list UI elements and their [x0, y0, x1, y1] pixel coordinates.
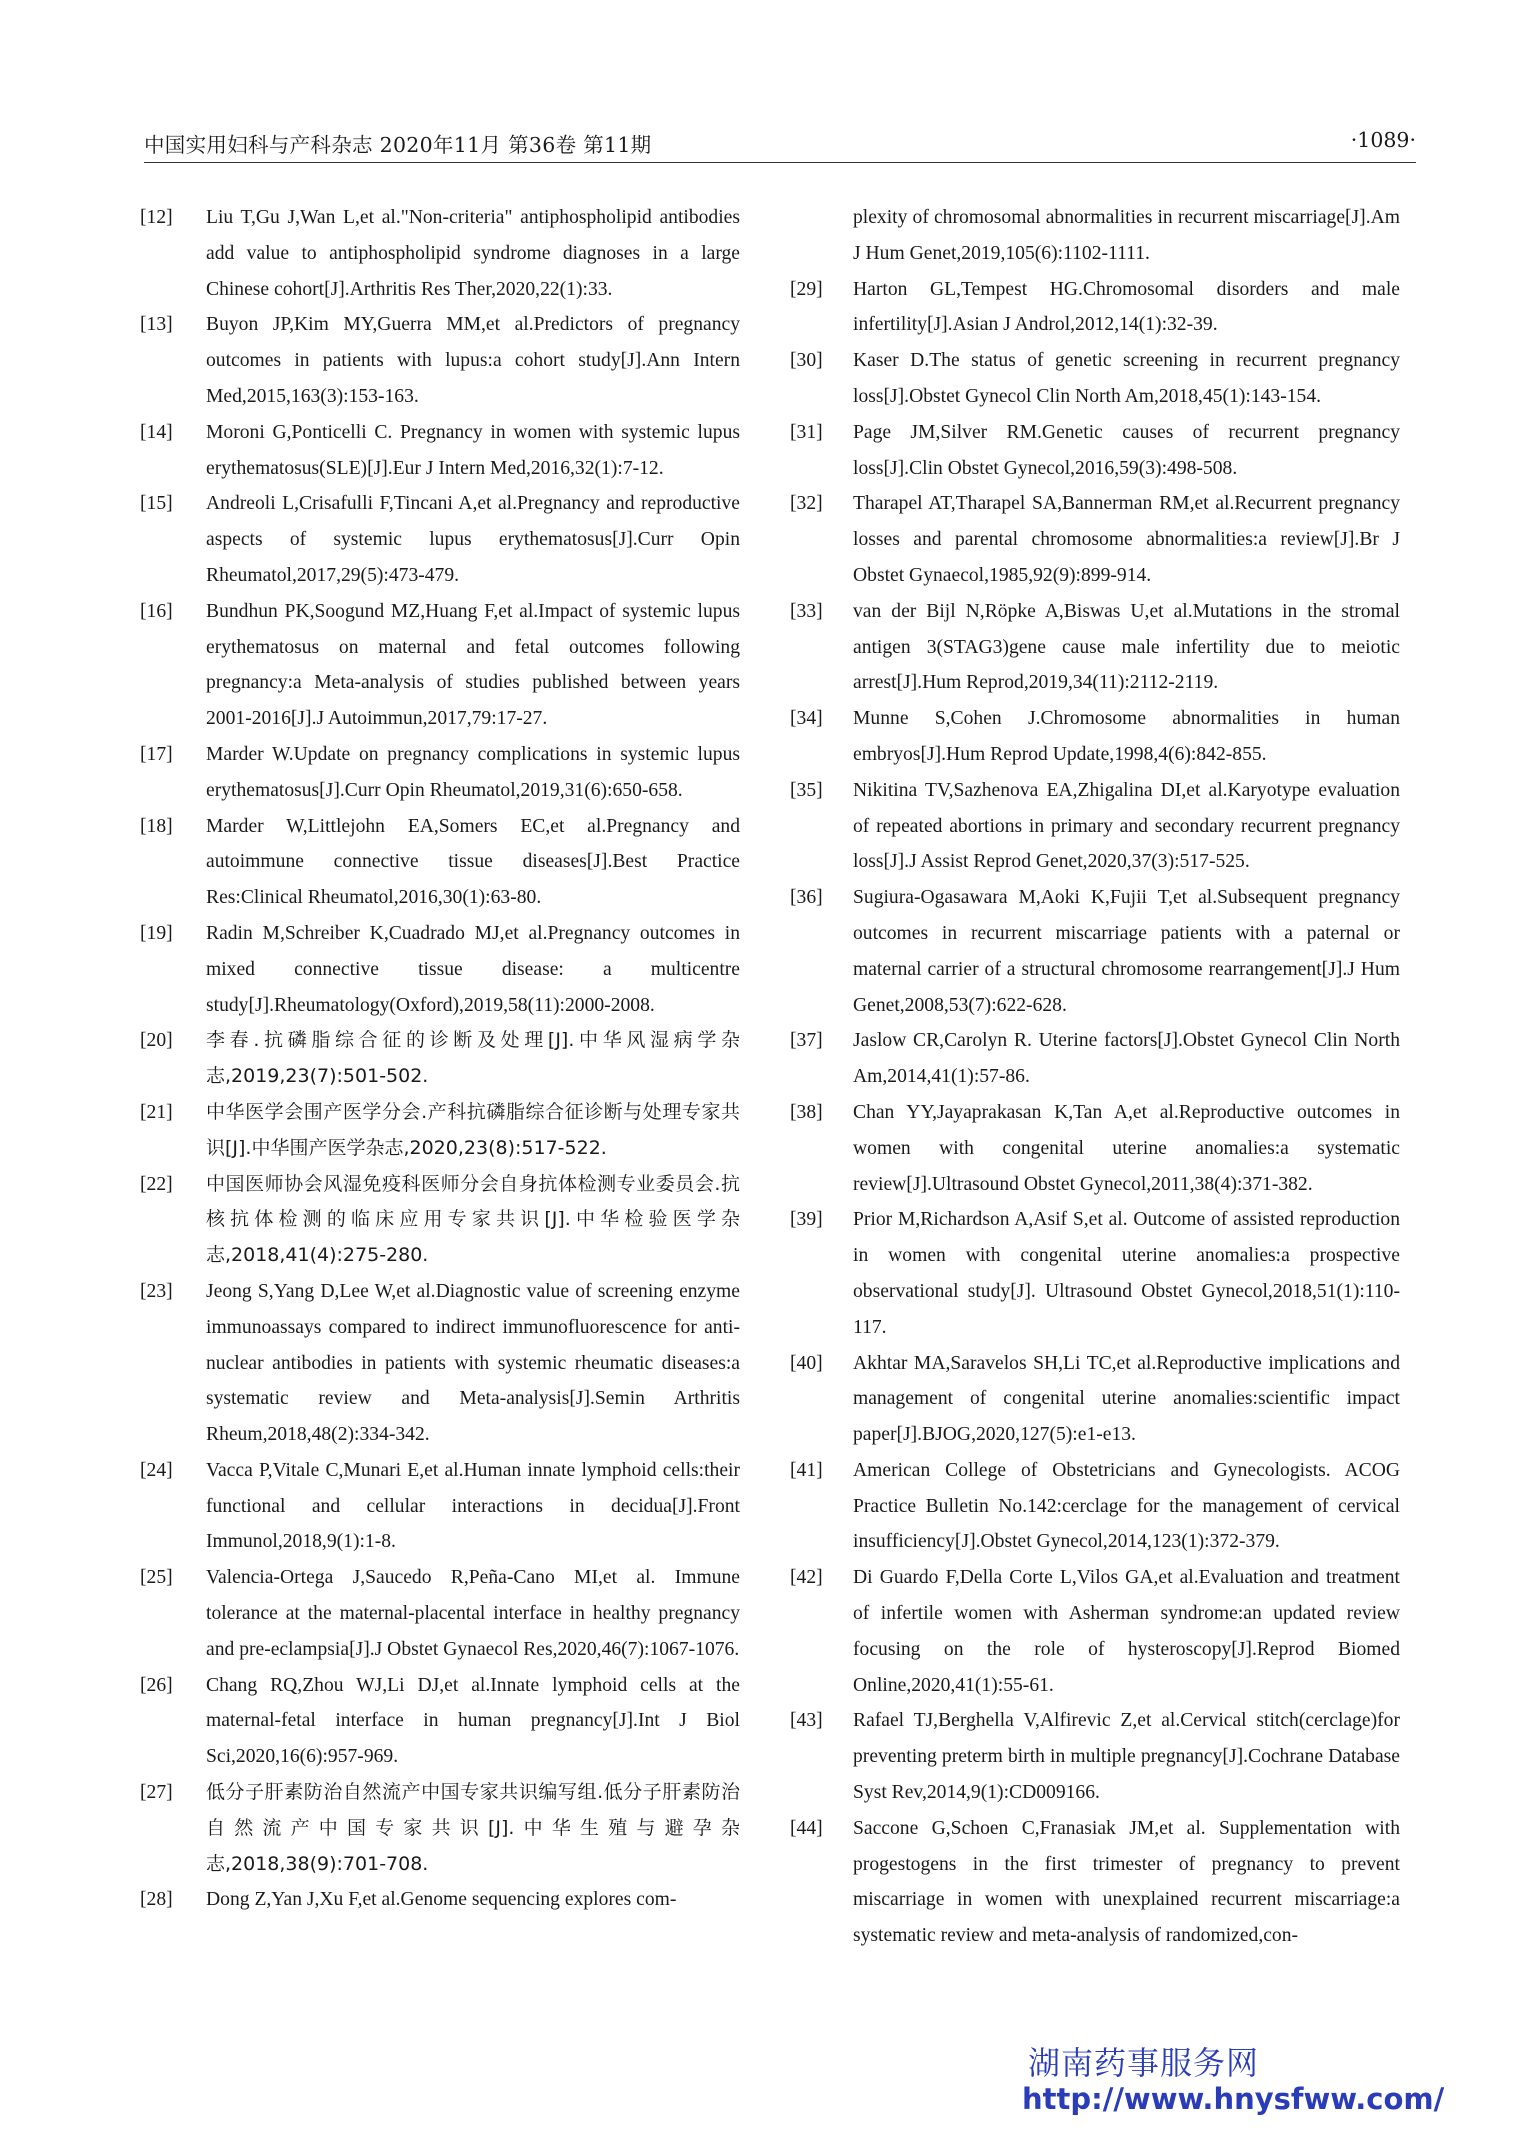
page-number: ·1089· — [1350, 128, 1416, 152]
reference-item — [790, 1023, 1400, 1095]
reference-item — [140, 1668, 740, 1775]
reference-number: [38] — [790, 1101, 823, 1123]
reference-text: Andreoli L,Crisafulli F,Tincani A,et al.Pregnancy and reproductive aspects of systemic lupus erythematosus[J].Curr Opin Rheumatol,2017,29(5):473-479. — [206, 493, 740, 586]
reference-item — [140, 1095, 740, 1167]
reference-number: [20] — [140, 1030, 173, 1052]
reference-text: Radin M,Schreiber K,Cuadrado MJ,et al.Pregnancy outcomes in mixed connective tissue disease: a multicentre study[J].Rheumatology(Oxford),2019,58(11):2000-2008. — [206, 922, 740, 1016]
reference-text: Bundhun PK,Soogund MZ,Huang F,et al.Impact of systemic lupus erythematosus on maternal and fetal outcomes following pregnancy:a Meta-analysis of studies published between years 2001-2016[J].J Autoimmun,2017,79:17-27. — [206, 600, 740, 730]
reference-number: [17] — [140, 743, 173, 765]
reference-number: [15] — [140, 493, 173, 515]
reference-item — [790, 1453, 1400, 1560]
reference-number: [43] — [790, 1710, 823, 1732]
reference-text: Marder W.Update on pregnancy complications in systemic lupus erythematosus[J].Curr Opin Rheumatol,2019,31(6):650-658. — [206, 743, 740, 801]
reference-item — [140, 737, 740, 809]
reference-number: [27] — [140, 1782, 173, 1804]
watermark-url: http://www.hnysfww.com/ — [1022, 2082, 1445, 2116]
reference-item — [790, 1095, 1400, 1202]
reference-text: Chang RQ,Zhou WJ,Li DJ,et al.Innate lymphoid cells at the maternal-fetal interface in human pregnancy[J].Int J Biol Sci,2020,16(6):957-969. — [206, 1674, 740, 1768]
reference-text: Buyon JP,Kim MY,Guerra MM,et al.Predictors of pregnancy outcomes in patients with lupus:a cohort study[J].Ann Intern Med,2015,163(3):153-163. — [206, 314, 740, 407]
reference-text: Prior M,Richardson A,Asif S,et al. Outcome of assisted reproduction in women with congenital uterine anomalies:a prospective observational study[J]. Ultrasound Obstet Gynecol,2018,51(1):110-117. — [853, 1209, 1400, 1338]
reference-number: [40] — [790, 1352, 823, 1374]
reference-number: [33] — [790, 600, 823, 622]
reference-item — [140, 594, 740, 737]
reference-item — [790, 701, 1400, 773]
reference-text: Di Guardo F,Della Corte L,Vilos GA,et al.Evaluation and treatment of infertile women with Asherman syndrome:an updated review focusing on the role of hysteroscopy[J].Reprod Biomed Online,2020,41(1):55-61. — [853, 1567, 1400, 1696]
reference-number: [30] — [790, 350, 823, 372]
reference-item — [140, 1274, 740, 1453]
watermark-site-name: 湖南药事服务网 — [1028, 2044, 1260, 2082]
reference-item — [790, 773, 1400, 880]
reference-number: [24] — [140, 1459, 173, 1481]
reference-text: Dong Z,Yan J,Xu F,et al.Genome sequencing explores com- — [206, 1889, 677, 1911]
reference-text: Sugiura-Ogasawara M,Aoki K,Fujii T,et al.Subsequent pregnancy outcomes in recurrent miscarriage patients with a paternal or maternal carrier of a structural chromosome rearrangement[J].J Hum Genet,2008,53(7):622-628. — [853, 887, 1400, 1016]
reference-text: Jeong S,Yang D,Lee W,et al.Diagnostic value of screening enzyme immunoassays compared to indirect immunofluorescence for anti-nuclear antibodies in patients with systemic rheumatic diseases:a systematic review and Meta-analysis[J].Semin Arthritis Rheum,2018,48(2):334-342. — [206, 1280, 740, 1446]
reference-number: [37] — [790, 1030, 823, 1052]
reference-item — [790, 486, 1400, 593]
reference-number: [25] — [140, 1567, 173, 1589]
reference-list-right — [790, 200, 1400, 1954]
reference-number: [42] — [790, 1567, 823, 1589]
reference-number: [23] — [140, 1280, 173, 1302]
reference-text: Vacca P,Vitale C,Munari E,et al.Human innate lymphoid cells:their functional and cellular interactions in decidua[J].Front Immunol,2018,9(1):1-8. — [206, 1459, 740, 1553]
reference-text: plexity of chromosomal abnormalities in recurrent miscarriage[J].Am J Hum Genet,2019,105(6):1102-1111. — [853, 207, 1400, 264]
reference-number: [32] — [790, 493, 823, 515]
reference-item-continued — [790, 200, 1400, 272]
reference-item — [790, 1703, 1400, 1810]
reference-number: [34] — [790, 708, 823, 730]
reference-text: Kaser D.The status of genetic screening in recurrent pregnancy loss[J].Obstet Gynecol Clin North Am,2018,45(1):143-154. — [853, 350, 1400, 407]
reference-text: Saccone G,Schoen C,Franasiak JM,et al. Supplementation with progestogens in the first trimester of pregnancy to prevent miscarriage in women with unexplained recurrent miscarriage:a systematic review and meta-analysis of randomized,con- — [853, 1817, 1400, 1947]
reference-item — [790, 880, 1400, 1023]
reference-item — [140, 486, 740, 593]
reference-item — [140, 916, 740, 1023]
reference-text: Liu T,Gu J,Wan L,et al."Non-criteria" antiphospholipid antibodies add value to antiphospholipid syndrome diagnoses in a large Chinese cohort[J].Arthritis Res Ther,2020,22(1):33. — [206, 207, 740, 300]
reference-item — [790, 343, 1400, 415]
reference-number: [31] — [790, 421, 823, 443]
reference-item — [140, 200, 740, 307]
reference-number: [19] — [140, 922, 173, 944]
reference-text: Page JM,Silver RM.Genetic causes of recurrent pregnancy loss[J].Clin Obstet Gynecol,2016,59(3):498-508. — [853, 421, 1400, 479]
reference-text: 李春.抗磷脂综合征的诊断及处理[J].中华风湿病学杂志,2019,23(7):501-502. — [206, 1029, 740, 1088]
running-header — [144, 128, 1416, 163]
reference-text: van der Bijl N,Röpke A,Biswas U,et al.Mutations in the stromal antigen 3(STAG3)gene cause male infertility due to meiotic arrest[J].Hum Reprod,2019,34(11):2112-2119. — [853, 600, 1400, 694]
reference-number: [26] — [140, 1674, 173, 1696]
reference-text: Rafael TJ,Berghella V,Alfirevic Z,et al.Cervical stitch(cerclage)for preventing preterm birth in multiple pregnancy[J].Cochrane Database Syst Rev,2014,9(1):CD009166. — [853, 1710, 1400, 1804]
reference-text: Tharapel AT,Tharapel SA,Bannerman RM,et al.Recurrent pregnancy losses and parental chromosome abnormalities:a review[J].Br J Obstet Gynaecol,1985,92(9):899-914. — [853, 493, 1400, 586]
reference-item — [790, 272, 1400, 344]
reference-text: Munne S,Cohen J.Chromosome abnormalities in human embryos[J].Hum Reprod Update,1998,4(6):842-855. — [853, 708, 1400, 765]
reference-item — [790, 415, 1400, 487]
journal-title: 中国实用妇科与产科杂志 2020年11月 第36卷 第11期 — [144, 133, 652, 157]
reference-item — [790, 1811, 1400, 1954]
reference-text: Marder W,Littlejohn EA,Somers EC,et al.Pregnancy and autoimmune connective tissue diseases[J].Best Practice Res:Clinical Rheumatol,2016,30(1):63-80. — [206, 815, 740, 909]
reference-item — [790, 1346, 1400, 1453]
reference-number: [22] — [140, 1173, 173, 1195]
reference-number: [41] — [790, 1459, 823, 1481]
reference-number: [44] — [790, 1817, 823, 1839]
reference-text: 低分子肝素防治自然流产中国专家共识编写组.低分子肝素防治自然流产中国专家共识[J].中华生殖与避孕杂志,2018,38(9):701-708. — [206, 1781, 740, 1875]
reference-item — [140, 1023, 740, 1095]
reference-number: [16] — [140, 600, 173, 622]
reference-text: Akhtar MA,Saravelos SH,Li TC,et al.Reproductive implications and management of congenital uterine anomalies:scientific impact paper[J].BJOG,2020,127(5):e1-e13. — [853, 1352, 1400, 1446]
reference-item — [140, 1167, 740, 1274]
reference-number: [14] — [140, 421, 173, 443]
reference-text: Jaslow CR,Carolyn R. Uterine factors[J].Obstet Gynecol Clin North Am,2014,41(1):57-86. — [853, 1030, 1400, 1088]
reference-text: Harton GL,Tempest HG.Chromosomal disorders and male infertility[J].Asian J Androl,2012,14(1):32-39. — [853, 278, 1400, 336]
reference-text: Chan YY,Jayaprakasan K,Tan A,et al.Reproductive outcomes in women with congenital uterine anomalies:a systematic review[J].Ultrasound Obstet Gynecol,2011,38(4):371-382. — [853, 1101, 1400, 1195]
reference-item — [140, 1882, 740, 1918]
reference-item — [140, 307, 740, 414]
reference-text: 中华医学会围产医学分会.产科抗磷脂综合征诊断与处理专家共识[J].中华围产医学杂志,2020,23(8):517-522. — [206, 1100, 740, 1159]
reference-item — [790, 1560, 1400, 1703]
reference-text: Moroni G,Ponticelli C. Pregnancy in women with systemic lupus erythematosus(SLE)[J].Eur J Intern Med,2016,32(1):7-12. — [206, 421, 740, 479]
reference-number: [35] — [790, 779, 823, 801]
reference-item — [140, 809, 740, 916]
reference-item — [790, 1202, 1400, 1345]
reference-number: [18] — [140, 815, 173, 837]
reference-text: American College of Obstetricians and Gynecologists. ACOG Practice Bulletin No.142:cerclage for the management of cervical insufficiency[J].Obstet Gynecol,2014,123(1):372-379. — [853, 1459, 1400, 1553]
reference-list-left — [140, 200, 740, 1918]
reference-item — [140, 1775, 740, 1882]
reference-item — [790, 594, 1400, 701]
reference-number: [13] — [140, 314, 173, 336]
reference-number: [39] — [790, 1209, 823, 1231]
reference-number: [28] — [140, 1889, 173, 1911]
reference-text: Nikitina TV,Sazhenova EA,Zhigalina DI,et al.Karyotype evaluation of repeated abortions in primary and secondary recurrent pregnancy loss[J].J Assist Reprod Genet,2020,37(3):517-525. — [853, 779, 1400, 873]
reference-number: [12] — [140, 207, 173, 228]
reference-number: [29] — [790, 278, 823, 300]
reference-item — [140, 1453, 740, 1560]
reference-number: [21] — [140, 1101, 173, 1123]
reference-number: [36] — [790, 887, 823, 909]
reference-text: 中国医师协会风湿免疫科医师分会自身抗体检测专业委员会.抗核抗体检测的临床应用专家共识[J].中华检验医学杂志,2018,41(4):275-280. — [206, 1172, 740, 1267]
reference-item — [140, 415, 740, 487]
site-watermark — [1022, 2044, 1445, 2116]
reference-text: Valencia-Ortega J,Saucedo R,Peña-Cano MI,et al. Immune tolerance at the maternal-placental interface in healthy pregnancy and pre-eclampsia[J].J Obstet Gynaecol Res,2020,46(7):1067-1076. — [206, 1567, 740, 1660]
reference-item — [140, 1560, 740, 1667]
